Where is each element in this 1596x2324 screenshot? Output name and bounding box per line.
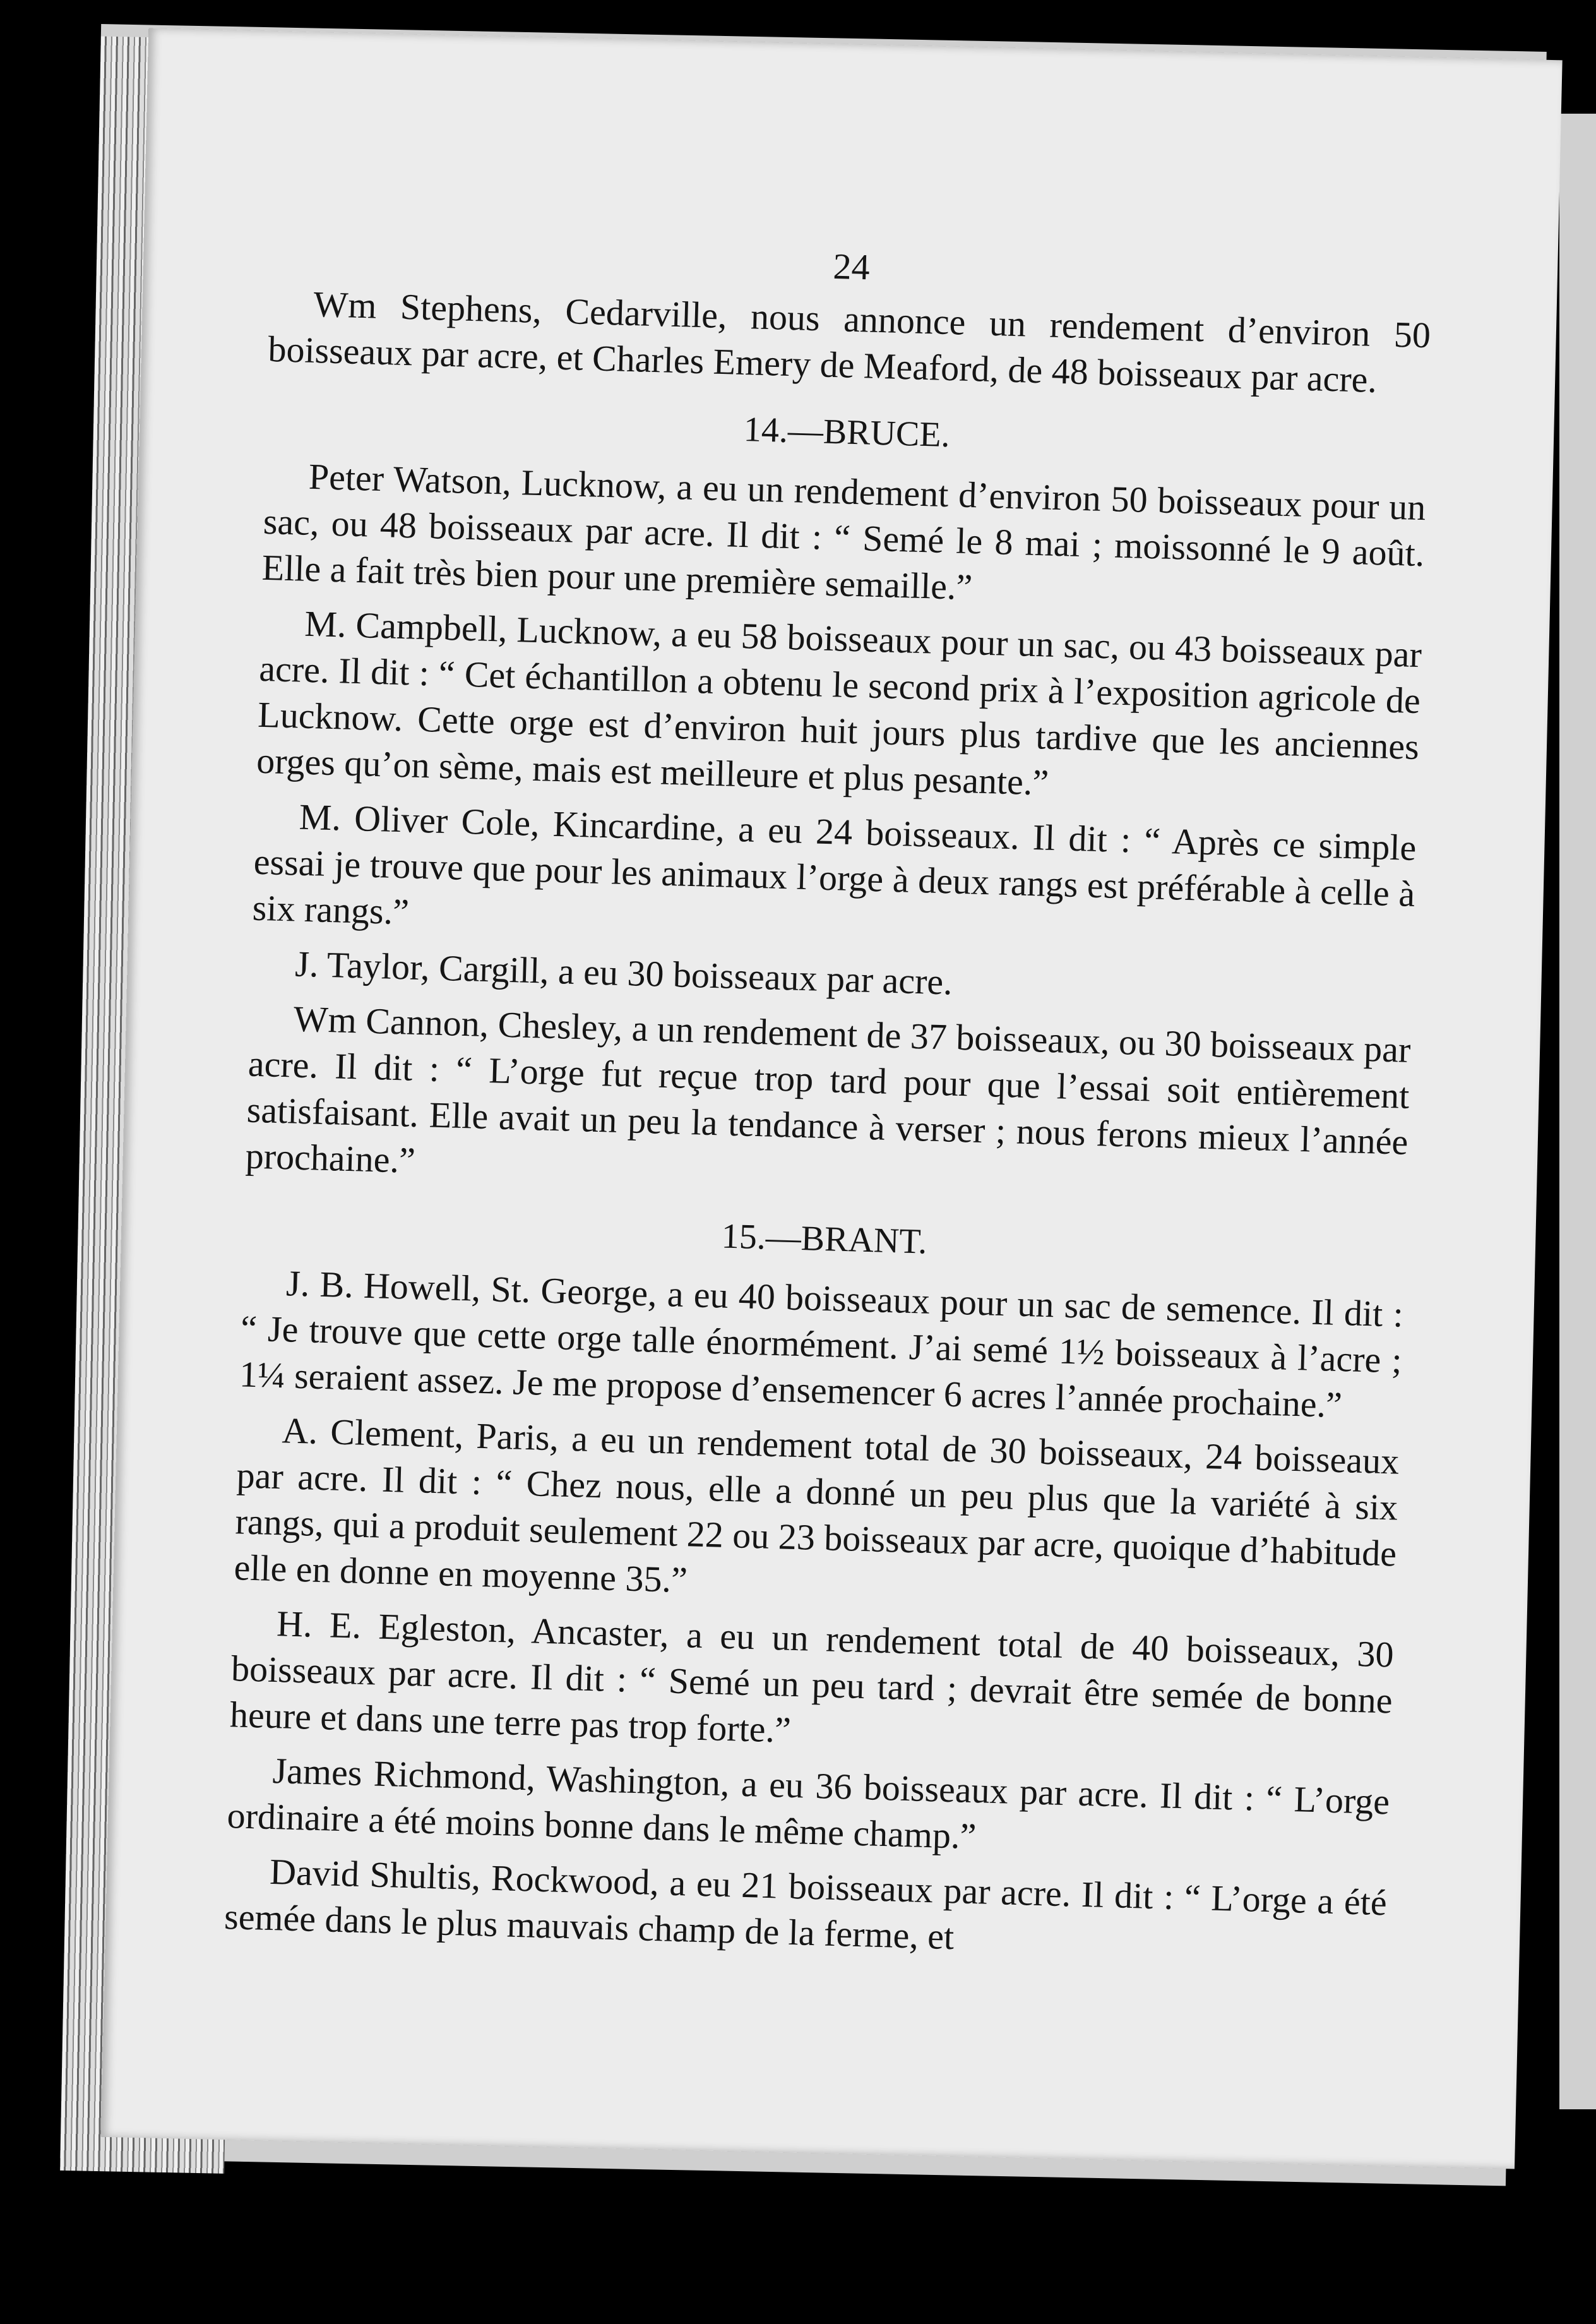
- paragraph-taylor: J. Taylor, Cargill, a eu 30 boisseaux par acre.: [294, 943, 953, 1003]
- paragraph-cannon: Wm Cannon, Chesley, a un rendement de 37 boisseaux, ou 30 boisseaux par acre. Il dit : “ L’orge fut reçue trop tard pour que l’essai soit entièrement satisfaisant. Elle avait un peu la tendance à verser ; nous ferons mieux l’année prochaine.”: [245, 998, 1412, 1181]
- page-text: [223, 227, 1432, 1980]
- paragraph-clement: A. Clement, Paris, a eu un rendement total de 30 boisseaux, 24 boisseaux par acre. Il dit : “ Chez nous, elle a donné un peu plus que la variété à six rangs, qui a produit seulement 22 ou 23 boisseaux par acre, quoique d’habitude elle en donne en moyenne 35.”: [233, 1410, 1400, 1601]
- page-number: 24: [832, 245, 871, 288]
- paragraph-richmond: James Richmond, Washington, a eu 36 boisseaux par acre. Il dit : “ L’orge ordinaire a été moins bonne dans le même champ.”: [226, 1750, 1390, 1857]
- facing-page-edge: [1559, 114, 1596, 2109]
- paragraph-stephens: Wm Stephens, Cedarville, nous annonce un rendement d’environ 50 boisseaux par acre, et Charles Emery de Meaford, de 48 boisseaux par acre.: [267, 283, 1431, 400]
- paragraph-howell: J. B. Howell, St. George, a eu 40 boisseaux pour un sac de semence. Il dit : “ Je trouve que cette orge talle énormément. J’ai semé 1½ boisseaux à l’acre ; 1¼ seraient assez. Je me propose d’ensemencer 6 acres l’année prochaine.”: [239, 1262, 1404, 1426]
- paragraph-egleston: H. E. Egleston, Ancaster, a eu un rendement total de 40 boisseaux, 30 boisseaux par acre. Il dit : “ Semé un peu tard ; devrait être semée de bonne heure et dans une terre pas trop forte.”: [229, 1603, 1395, 1751]
- paragraph-watson: Peter Watson, Lucknow, a eu un rendement d’environ 50 boisseaux pour un sac, ou 48 boisseaux par acre. Il dit : “ Semé le 8 mai ; moissonné le 9 août. Elle a fait très bien pour une première semaille.”: [261, 455, 1427, 608]
- paragraph-shultis: David Shultis, Rockwood, a eu 21 boisseaux par acre. Il dit : “ L’orge a été semée dans le plus mauvais champ de la ferme, et: [223, 1850, 1388, 1958]
- paragraph-cole: M. Oliver Cole, Kincardine, a eu 24 boisseaux. Il dit : “ Après ce simple essai je trouve que pour les animaux l’orge à deux rangs est préférable à celle à six rangs.”: [252, 796, 1417, 933]
- paragraph-campbell: M. Campbell, Lucknow, a eu 58 boisseaux pour un sac, ou 43 boisseaux par acre. Il dit : “ Cet échantillon a obtenu le second prix à l’exposition agricole de Lucknow. Cette orge est d’environ huit jours plus tardive que les anciennes orges qu’on sème, mais est meilleure et plus pesante.”: [256, 602, 1422, 803]
- section-heading-bruce: 14.—BRUCE.: [743, 410, 951, 455]
- section-heading-brant: 15.—BRANT.: [720, 1216, 928, 1262]
